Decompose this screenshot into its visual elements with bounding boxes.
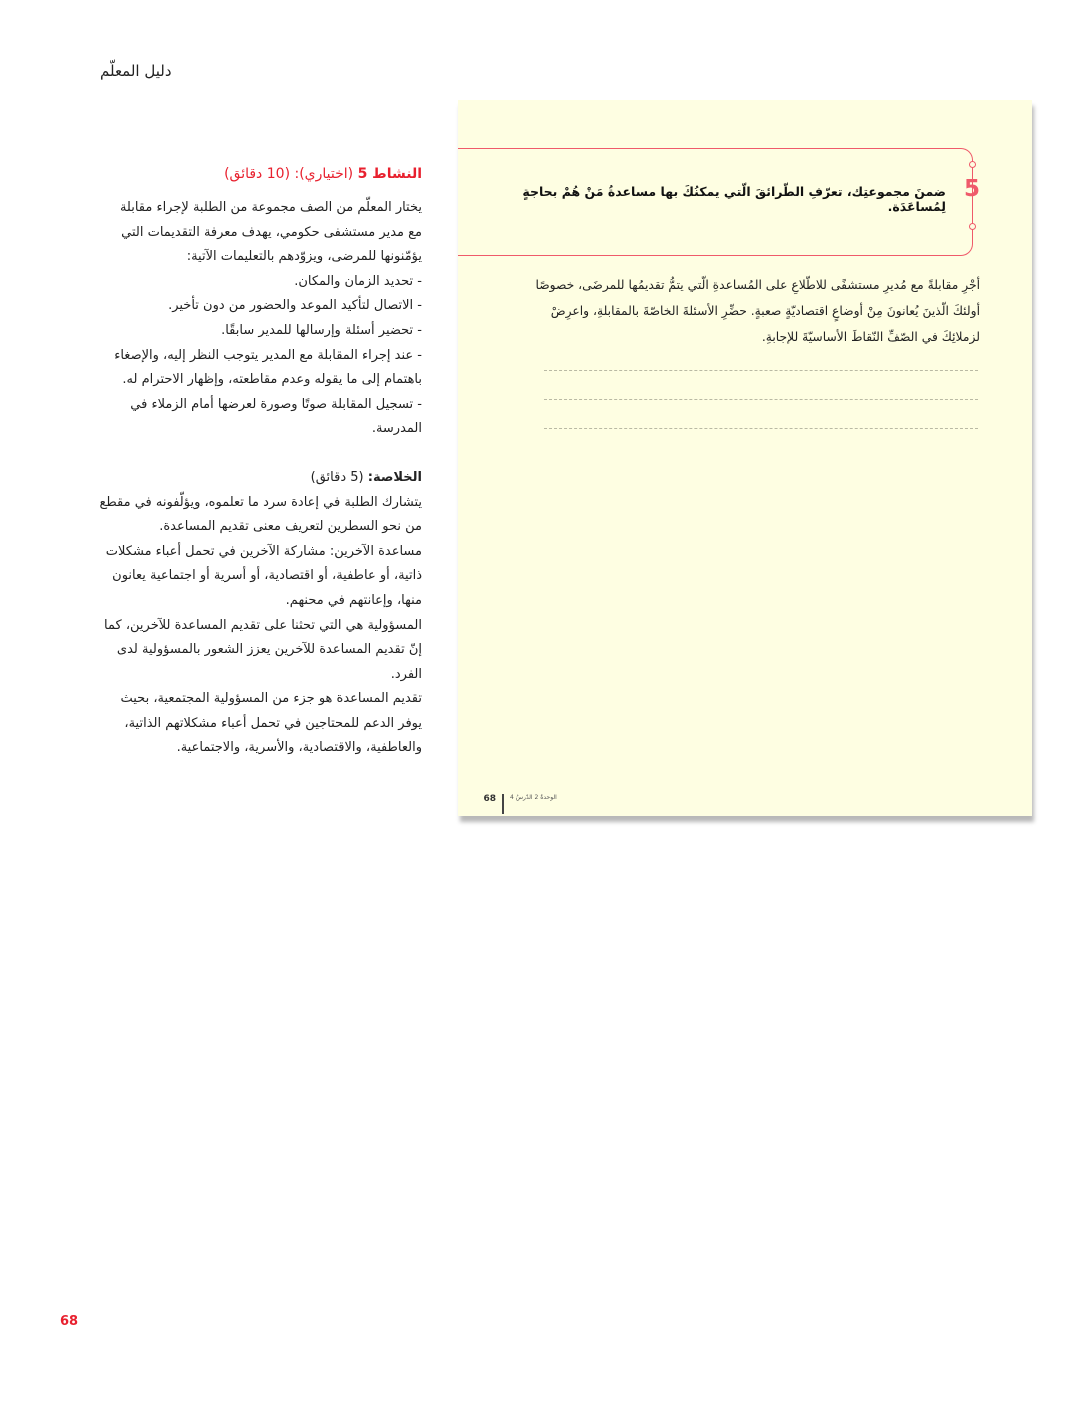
- summary-line: الفرد.: [390, 666, 422, 682]
- student-book-page: [458, 100, 1032, 816]
- frame-dot-icon: [969, 223, 976, 230]
- summary-line: يوفر الدعم للمحتاجين في تحمل أعباء مشكلاتهم الذاتية،: [124, 715, 422, 731]
- answer-line: [544, 399, 978, 400]
- activity-line: - تحديد الزمان والمكان.: [294, 273, 422, 289]
- activity-line: مع مدير مستشفى حكومي، يهدف معرفة التقديمات التي: [121, 224, 422, 240]
- answer-line: [544, 370, 978, 371]
- summary-line: منها، وإعانتهم في محنهم.: [285, 592, 422, 608]
- activity-line: - عند إجراء المقابلة مع المدير يتوجب النظر إليه، والإصغاء: [114, 347, 422, 363]
- question-number: 5: [963, 176, 980, 202]
- summary-line: يتشارك الطلبة في إعادة سرد ما تعلموه، ويؤلّفونه في مقطع: [99, 494, 422, 510]
- activity-line: يؤمّنونها للمرضى، ويزوّدهم بالتعليمات الآتية:: [186, 249, 422, 265]
- summary-heading-bold: الخلاصة:: [367, 469, 422, 485]
- summary-line: والعاطفية، والاقتصادية، والأسرية، والاجتماعية.: [176, 740, 422, 756]
- question-instructions: [518, 272, 980, 350]
- summary-line: من نحو السطرين لتعريف معنى تقديم المساعدة.: [159, 519, 422, 535]
- summary-line: ذاتية، أو عاطفية، أو اقتصادية، أو أسرية أو اجتماعية يعانون: [112, 568, 422, 584]
- page-number: 68: [60, 1314, 79, 1329]
- activity-line: - تسجيل المقابلة صوتًا وصورة لعرضها أمام الزملاء في: [130, 396, 422, 412]
- activity-heading-bold: النشاط 5: [357, 166, 422, 182]
- guide-title: دليل المعلّم: [100, 62, 172, 80]
- activity-line: - تحضير أسئلة وإرسالها للمدير سابقًا.: [221, 322, 422, 338]
- summary-line: تقديم المساعدة هو جزء من المسؤولية المجتمعية، بحيث: [120, 691, 422, 707]
- answer-line: [544, 428, 978, 429]
- instruction-line: أجْرِ مقابلةً مع مُديرِ مستشفًى للاطّلاعِ على المُساعدةِ الّتي يتمُّ تقديمُها للمرضَى، خصوصًا: [535, 278, 980, 292]
- frame-dot-icon: [969, 161, 976, 168]
- summary-line: مساعدة الآخرين: مشاركة الآخرين في تحمل أعباء مشكلات: [105, 543, 422, 559]
- summary-line: المسؤولية هي التي تحثنا على تقديم المساعدة للآخرين، كما: [104, 617, 422, 633]
- book-page-number: 68: [483, 794, 496, 804]
- activity-line: المدرسة.: [371, 421, 422, 437]
- footer-divider: [502, 794, 504, 814]
- summary-line: إنّ تقديم المساعدة للآخرين يعزز الشعور بالمسؤولية لدى: [116, 642, 422, 658]
- activity-line: - الاتصال لتأكيد الموعد والحضور من دون تأخير.: [168, 298, 422, 314]
- book-footer-meta: الوحدةُ 2 الدّرسُ 4: [510, 794, 557, 801]
- summary-heading-rest: (5 دقائق): [310, 469, 368, 485]
- teacher-notes: [96, 166, 422, 761]
- activity-heading: [96, 166, 422, 182]
- summary-heading: [96, 466, 422, 491]
- instruction-line: أولئكَ الّذينَ يُعانونَ مِنْ أوضاعٍ اقتصاديّةٍ صعبةٍ. حضِّرِ الأسئلةَ الخاصّةَ بالمقابلةِ، واعرِضْ: [550, 304, 980, 318]
- question-text: ضمنَ مجموعتِك، تعرّفِ الطّرائقَ الّتي يمكنُكَ بها مساعدةُ مَنْ هُمْ بحاجةٍ لِمُساعَدَة.: [522, 184, 946, 214]
- activity-line: باهتمام إلى ما يقوله وعدم مقاطعته، وإظهار الاحترام له.: [122, 372, 422, 388]
- instruction-line: لزملائِكَ في الصّفِّ النّقاطَ الأساسيّةَ للإجابةِ.: [761, 330, 980, 344]
- activity-heading-rest: (اختياري): (10 دقائق): [224, 166, 358, 182]
- activity-line: يختار المعلّم من الصف مجموعة من الطلبة لإجراء مقابلة: [119, 200, 422, 215]
